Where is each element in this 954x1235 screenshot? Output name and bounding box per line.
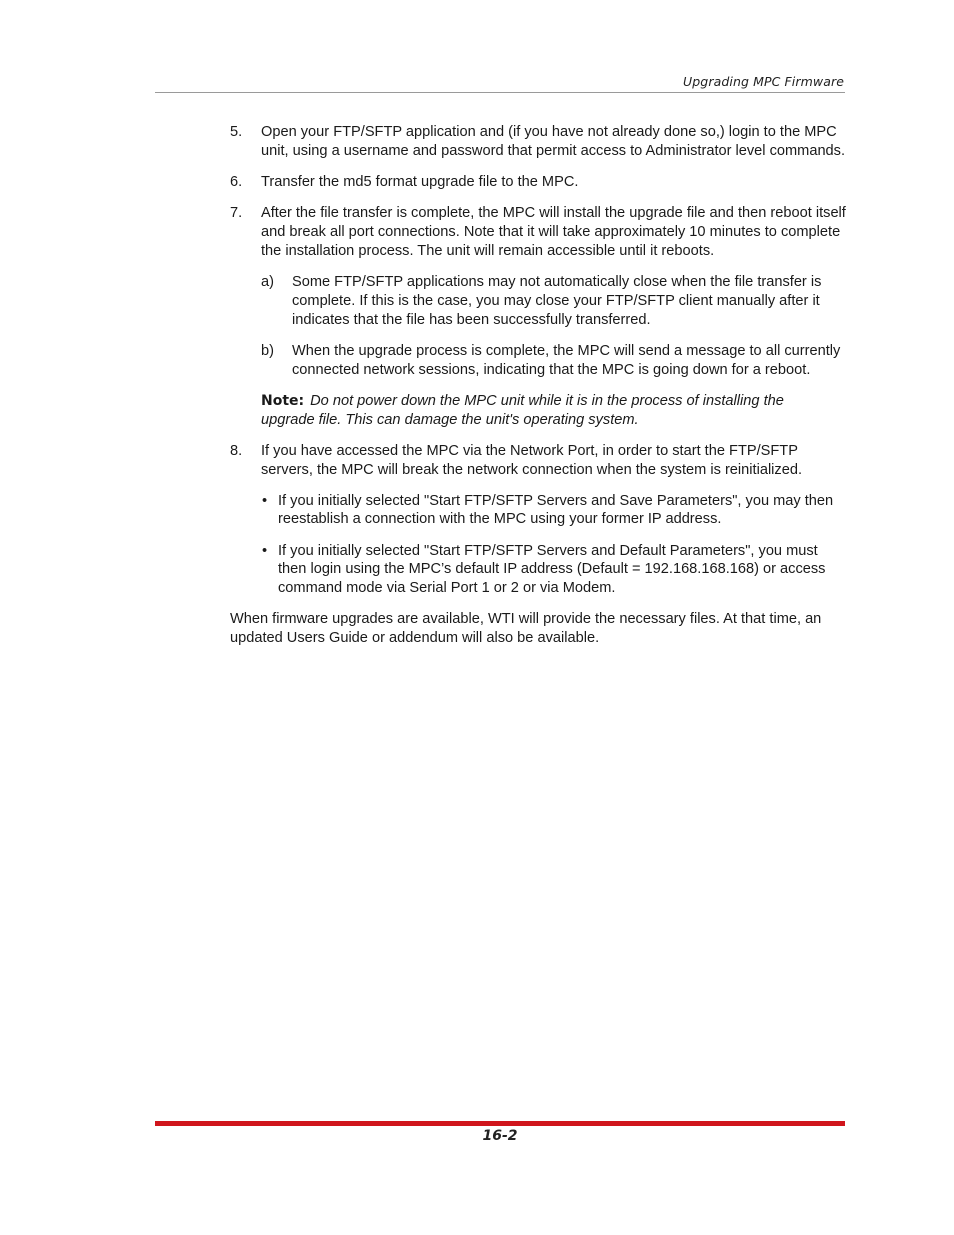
step-text: After the file transfer is complete, the MPC will install the upgrade file and then reboot itself and break all port connections. Note that it will take approximately 10 minutes to complete the installation process. The unit will remain accessible until it reboots. — [261, 205, 846, 259]
bullet-icon: • — [262, 492, 268, 509]
header-divider — [155, 92, 845, 93]
substep-b — [261, 342, 848, 380]
substep-text: When the upgrade process is complete, the MPC will send a message to all currently connected network sessions, indicating that the MPC is going down for a reboot. — [292, 342, 841, 378]
closing-paragraph: When firmware upgrades are available, WTI will provide the necessary files. At that time, an updated Users Guide or addendum will also be available. — [230, 611, 822, 647]
step-6 — [230, 173, 848, 192]
step-text: Transfer the md5 format upgrade file to the MPC. — [261, 173, 579, 190]
step-number: 5. — [230, 124, 243, 140]
footer-divider — [155, 1121, 845, 1126]
substep-text: Some FTP/SFTP applications may not automatically close when the file transfer is complete. If this is the case, you may close your FTP/SFTP client manually after it indicates that the file has been successfully transferred. — [292, 273, 822, 328]
bullet-item — [261, 542, 848, 598]
step-text: Open your FTP/SFTP application and (if you have not already done so,) login to the MPC unit, using a username and password that permit access to Administrator level commands. — [261, 124, 846, 159]
substep-letter: b) — [261, 342, 274, 359]
bullet-icon: • — [262, 542, 268, 559]
step-number: 7. — [230, 205, 243, 222]
substep-letter: a) — [261, 273, 274, 290]
warning-note — [261, 392, 806, 430]
step-text: If you have accessed the MPC via the Network Port, in order to start the FTP/SFTP servers, the MPC will break the network connection when the system is reinitialized. — [261, 442, 803, 478]
bullet-item — [261, 492, 848, 530]
step-number: 8. — [230, 442, 243, 459]
page-number: 16-2 — [482, 1128, 518, 1144]
substep-a — [261, 273, 848, 329]
step-5 — [230, 123, 848, 161]
page-body — [230, 123, 848, 648]
step-number: 6. — [230, 173, 243, 190]
bullet-text: If you initially selected "Start FTP/SFTP Servers and Save Parameters", you may then reestablish a connection with the MPC using your former IP address. — [278, 492, 834, 528]
note-text: Do not power down the MPC unit while it is in the process of installing the upgrade file. This can damage the unit's operating system. — [261, 392, 784, 428]
running-header-title: Upgrading MPC Firmware — [683, 74, 844, 89]
step-7 — [230, 204, 848, 260]
bullet-text: If you initially selected "Start FTP/SFTP Servers and Default Parameters", you must then login using the MPC’s default IP address (Default = 192.168.168.168) or access command mode via Serial Port 1 or 2 or via Modem. — [278, 542, 826, 597]
note-label: Note: — [261, 392, 305, 409]
step-8 — [230, 442, 848, 480]
